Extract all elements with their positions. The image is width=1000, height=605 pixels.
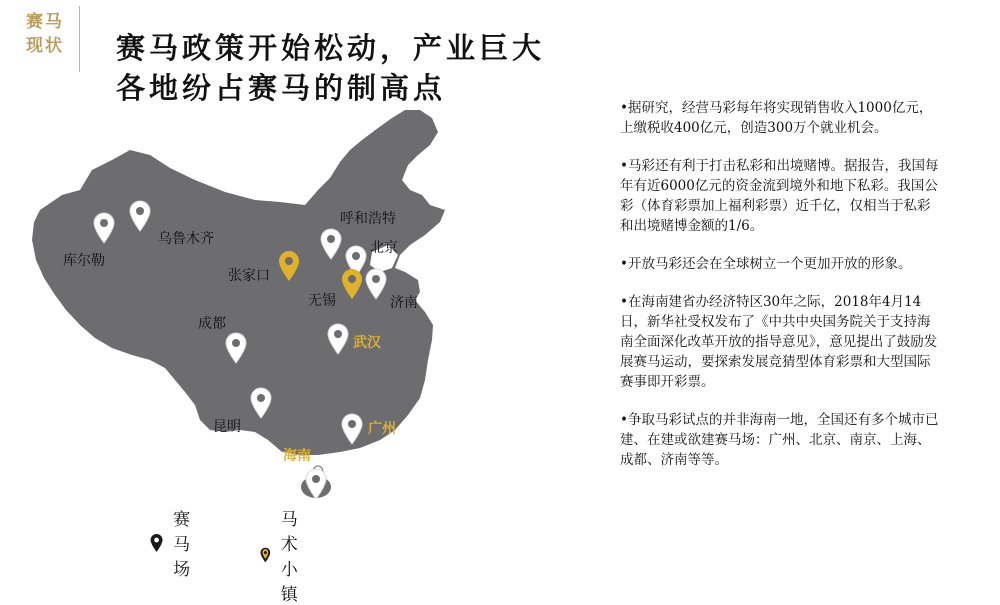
map-label-chengdu: 成都: [198, 316, 226, 332]
map-label-wuxi: 无锡: [308, 293, 336, 309]
section-tag-line1: 赛马: [26, 12, 64, 32]
gold-location-pin-icon: [278, 250, 300, 282]
map-label-guangzhou: 广州: [368, 421, 396, 437]
map-label-hainan: 海南: [283, 448, 311, 464]
bullet-item: •开放马彩还会在全球树立一个更加开放的形象。: [620, 256, 912, 272]
map-label-huhehaote: 呼和浩特: [340, 211, 396, 227]
map-label-zhangjiakou: 张家口: [228, 268, 270, 284]
gold-location-pin-icon: [260, 538, 271, 572]
map-label-wuhan: 武汉: [353, 335, 381, 351]
location-pin-icon: [327, 323, 349, 355]
map-label-kunming: 昆明: [213, 419, 241, 435]
gold-location-pin-icon: [341, 268, 363, 300]
map-label-jinan: 济南: [390, 295, 418, 311]
location-pin-icon: [225, 332, 247, 364]
bullet-list: [620, 98, 940, 488]
location-pin-icon: [250, 387, 272, 419]
legend-equestrian-town-label: 马术小镇: [280, 510, 298, 605]
legend-racecourse-label: 赛马场: [173, 510, 191, 580]
page-title-line1: 赛马政策开始松动，产业巨大: [116, 31, 546, 65]
bullet-item: •在海南建省办经济特区30年之际，2018年4月14日，新华社受权发布了《中共中央国务院关于支持海南全面深化改革开放的指导意见》，意见提出了鼓励发展赛马运动，要探索发展竞猜型体育彩票和大型国际赛事即开彩票。: [620, 294, 938, 390]
black-location-pin-icon: [150, 526, 163, 560]
section-tag-line2: 现状: [26, 36, 64, 56]
location-pin-icon: [93, 212, 115, 244]
map-label-wulumuqi: 乌鲁木齐: [158, 231, 214, 247]
page-title-line2: 各地纷占赛马的制高点: [116, 71, 447, 105]
location-pin-icon: [320, 228, 342, 260]
location-pin-icon: [305, 468, 327, 500]
bullet-item: •马彩还有利于打击私彩和出境赌博。据报告，我国每年有近6000亿元的资金流到境外和地下私彩。我国公彩（体育彩票加上福利彩票）近千亿，仅相当于私彩和出境赌博金额的1/6。: [620, 158, 939, 234]
map-label-kuerle: 库尔勒: [63, 253, 105, 269]
legend-racecourse: [150, 505, 201, 580]
bullet-item: •争取马彩试点的并非海南一地，全国还有多个城市已建、在建或欲建赛马场：广州、北京、南京、上海、成都、济南等等。: [620, 412, 939, 468]
legend-equestrian-town: [260, 505, 311, 605]
location-pin-icon: [341, 413, 363, 445]
location-pin-icon: [365, 268, 387, 300]
bullet-item: •据研究，经营马彩每年将实现销售收入1000亿元，上缴税收400亿元，创造300万个就业机会。: [620, 100, 933, 136]
location-pin-icon: [129, 200, 151, 232]
map-label-beijing: 北京: [370, 240, 398, 256]
